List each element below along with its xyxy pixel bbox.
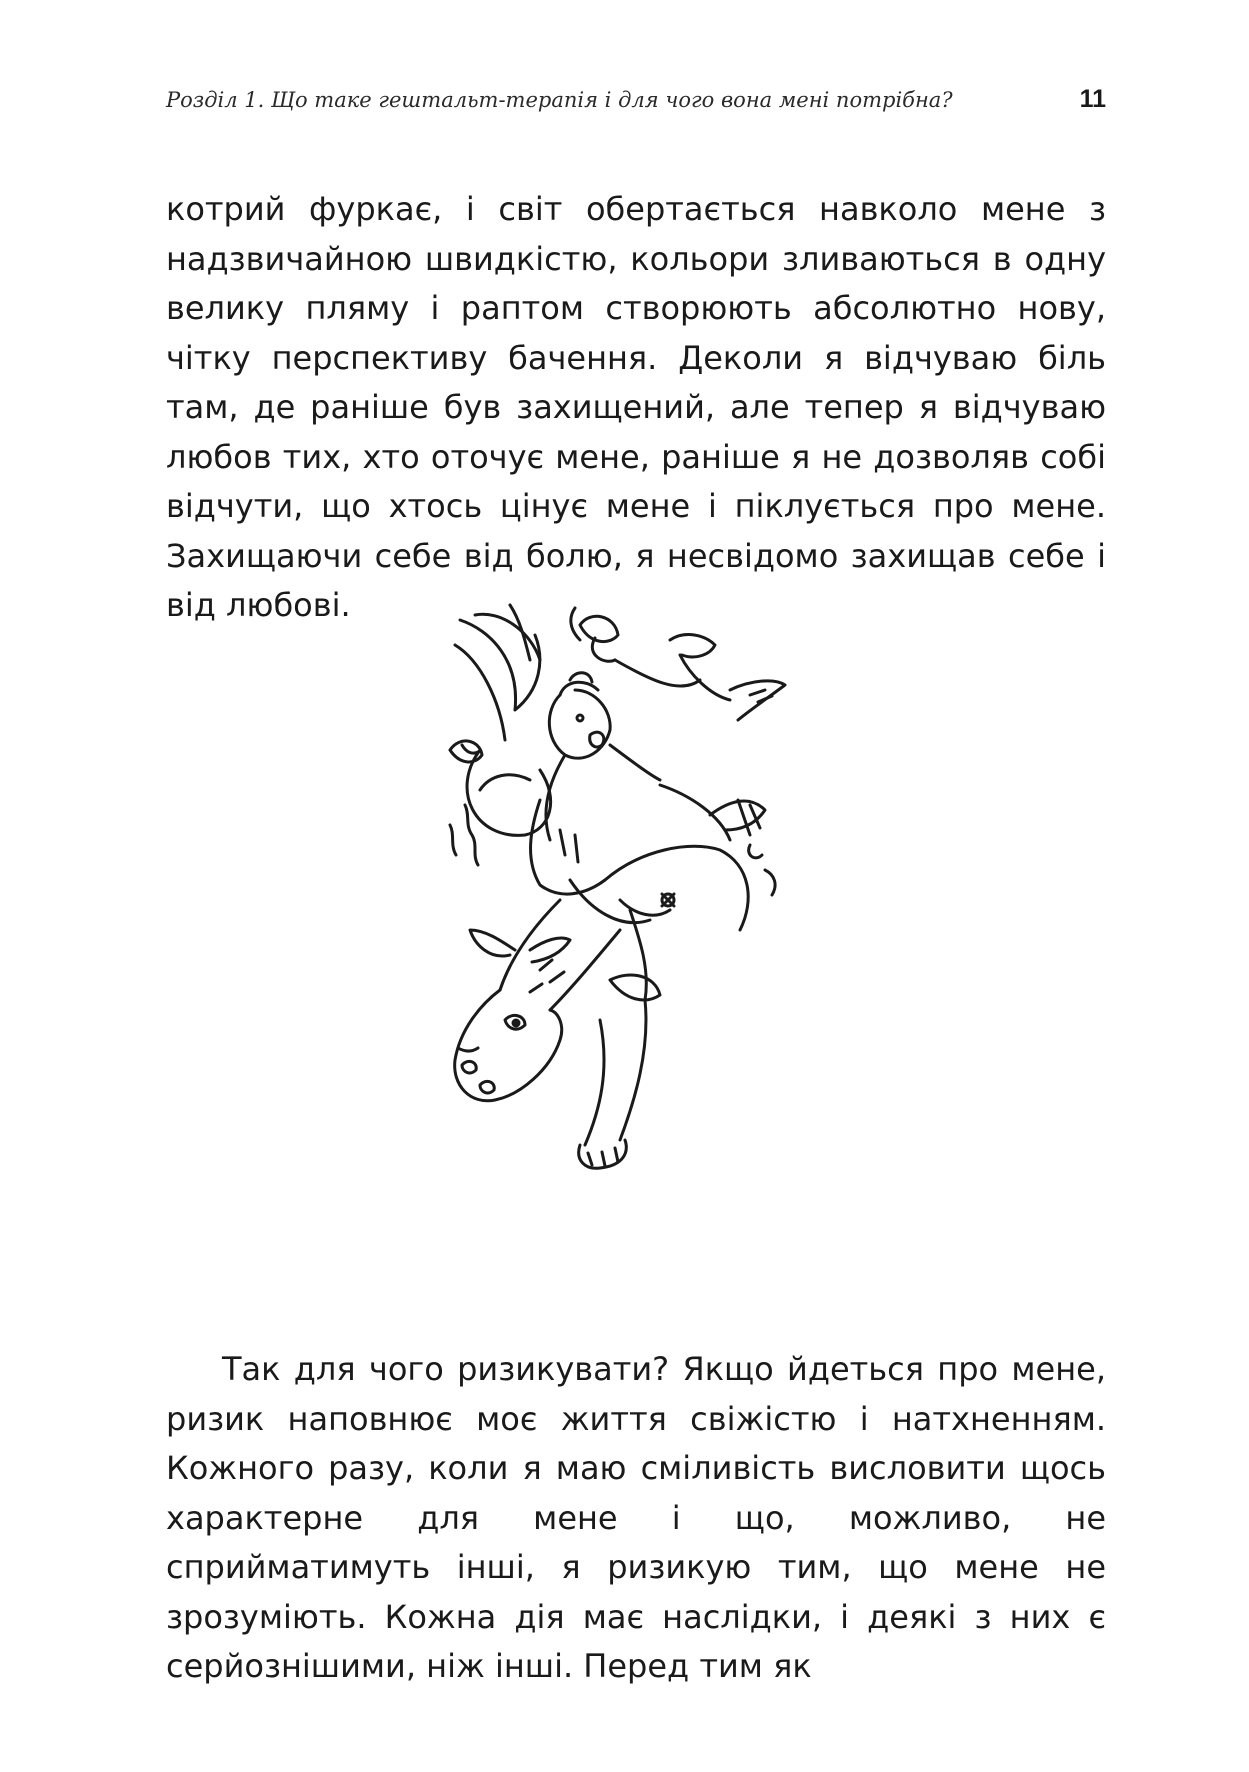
running-title: Розділ 1. Що таке гештальт-терапія і для чого вона мені потрібна? xyxy=(166,88,953,112)
body-paragraph-2: Так для чого ризикувати? Якщо йдеться про мене, ризик наповнює моє життя свіжістю і натхненням. Кожного разу, коли я маю сміливість висловити щось характерне для мене і що, можливо, не сприйматимуть інші, я ризикую тим, що мене не зрозуміють. Кожна дія має наслідки, і деякі з них є серйознішими, ніж інші. Перед тим як xyxy=(166,1350,1106,1685)
bucking-horse-rider-drawing-icon xyxy=(420,600,840,1300)
running-header xyxy=(166,85,1106,124)
page-number: 11 xyxy=(1079,85,1106,113)
body-paragraph-1: котрий фуркає, і світ обертається навколо мене з надзвичайною швидкістю, кольори зливаються в одну велику пляму і раптом створюють абсолютно нову, чітку перспективу бачення. Деколи я відчуваю біль там, де раніше був захищений, але тепер я відчуваю любов тих, хто оточує мене, раніше я не дозволяв собі відчути, що хтось цінує мене і піклується про мене. Захищаючи себе від болю, я несвідомо захищав себе і від любові. xyxy=(166,190,1106,624)
